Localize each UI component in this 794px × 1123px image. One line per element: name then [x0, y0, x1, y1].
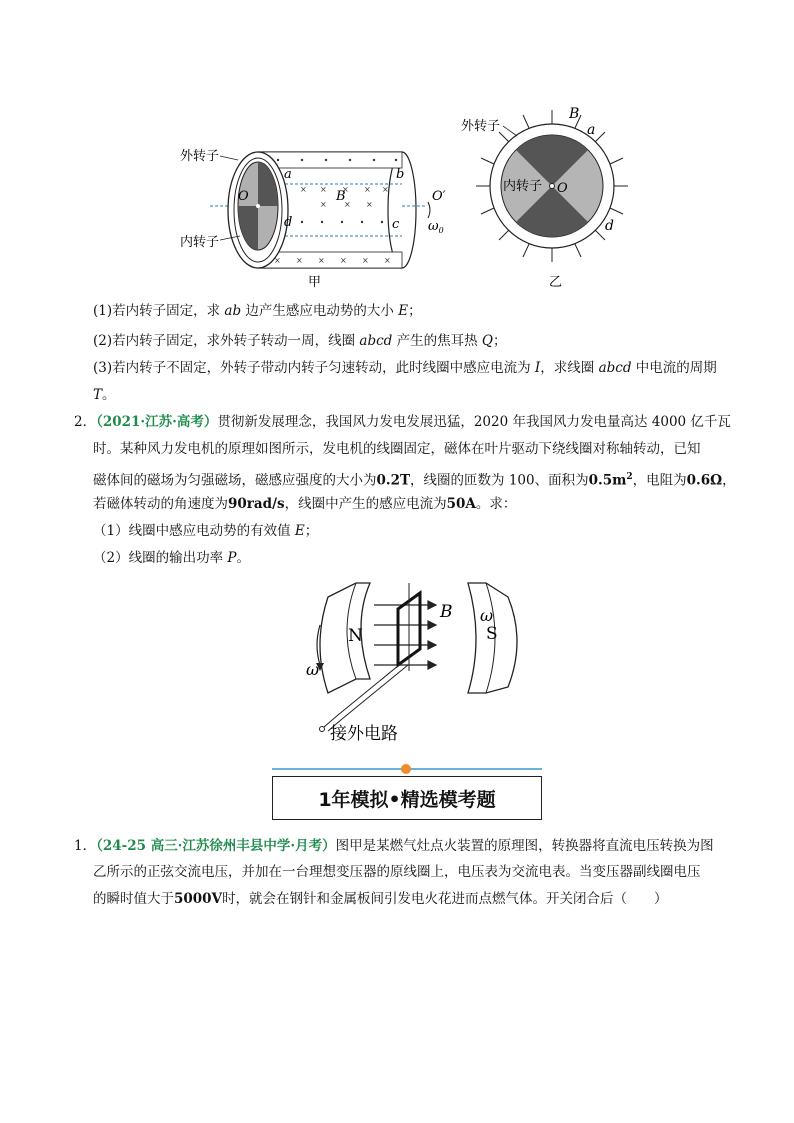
svg-text:×: × [382, 185, 389, 194]
svg-text:×: × [344, 200, 351, 209]
q2-sub-1: （1）线圈中感应电动势的有效值 E； [93, 523, 319, 539]
q2-number: 2． [74, 414, 97, 430]
label-B: B [440, 602, 453, 622]
label-omega-right: ω [480, 606, 494, 625]
label-d: d [605, 218, 614, 234]
svg-text:×: × [340, 256, 347, 265]
q3-line-3: 的瞬时值大于5000V时，就会在钢针和金属板间引发电火花进而点燃气体。开关闭合后（ ） [93, 891, 668, 907]
label-N: N [348, 626, 363, 646]
q3-number: 1． [74, 838, 97, 854]
svg-text:×: × [296, 256, 303, 265]
inner-rotor [238, 162, 278, 250]
label-inner-rotor: 内转子 [503, 179, 543, 194]
figure-generator [298, 575, 538, 745]
question-part-2: (2)若内转子固定，求外转子转动一周，线圈 abcd 产生的焦耳热 Q； [93, 333, 507, 349]
svg-text:×: × [342, 185, 349, 194]
label-circuit: 接外电路 [330, 724, 398, 744]
q3-line-2: 乙所示的正弦交流电压，并加在一台理想变压器的原线圈上，电压表为交流电表。当变压器副线圈电压 [93, 864, 701, 880]
svg-text:×: × [384, 256, 391, 265]
figure-yi [455, 102, 640, 292]
label-O: O [557, 181, 568, 196]
svg-text:×: × [366, 200, 373, 209]
q2-line-4: 若磁体转动的角速度为90rad/s，线圈中产生的感应电流为50A。求： [93, 496, 517, 512]
banner-dot [401, 764, 411, 774]
caption-jia: 甲 [308, 275, 322, 290]
svg-text:×: × [300, 185, 307, 194]
svg-text:×: × [318, 256, 325, 265]
q2-line-3: 磁体间的磁场为匀强磁场，磁感应强度的大小为0.2T，线圈的匝数为 100、面积为$0.5m^2$，电阻为0.6Ω， [93, 472, 736, 489]
label-d: d [284, 215, 293, 230]
q2-line-1: 2．（2021·江苏·高考）贯彻新发展理念，我国风力发电发展迅猛，2020 年我国风力发电量高达 4000 亿千瓦 [74, 414, 731, 430]
q2-line-2: 时。某种风力发电机的原理如图所示，发电机的线圈固定，磁体在叶片驱动下绕线圈对称轴转动，已知 [93, 441, 701, 457]
label-a: a [587, 122, 596, 138]
q3-source: （24-25 高三·江苏徐州丰县中学·月考） [96, 838, 336, 854]
label-c: c [392, 217, 400, 232]
label-omega-left: ω [306, 660, 320, 679]
label-B: B [569, 106, 580, 122]
label-a: a [284, 167, 292, 182]
section-banner [272, 768, 542, 820]
svg-text:×: × [364, 185, 371, 194]
svg-text:×: × [274, 256, 281, 265]
label-omega0: $\omega_0$ [428, 219, 444, 235]
label-O-prime: O′ [432, 189, 446, 204]
rotation-arrow [428, 202, 430, 218]
banner-title: 1年模拟•精选模考题 [318, 789, 496, 811]
question-part-1: (1)若内转子固定，求 ab 边产生感应电动势的大小 E； [93, 303, 422, 319]
q2-sub-2: （2）线圈的输出功率 P。 [93, 550, 250, 566]
label-outer-rotor: 外转子 [461, 119, 501, 134]
q3-line-1: 1．（24-25 高三·江苏徐州丰县中学·月考）图甲是某燃气灶点火装置的原理图，转换器将直流电压转换为图 [74, 838, 714, 854]
caption-yi: 乙 [549, 275, 563, 290]
upper-shell [258, 152, 402, 168]
label-O: O [238, 189, 249, 204]
svg-text:×: × [320, 200, 327, 209]
q2-source: （2021·江苏·高考） [96, 414, 218, 430]
label-B: B [336, 189, 346, 204]
question-part-3: (3)若内转子不固定，外转子带动内转子匀速转动，此时线圈中感应电流为 I，求线圈 abcd 中电流的周期 [93, 360, 717, 376]
label-b: b [396, 167, 405, 182]
label-inner-rotor: 内转子 [180, 235, 220, 250]
svg-text:×: × [362, 256, 369, 265]
figure-jia [170, 140, 460, 290]
label-outer-rotor: 外转子 [180, 149, 220, 164]
label-S: S [486, 624, 498, 644]
svg-text:×: × [320, 185, 327, 194]
question-part-3-tail: T。 [93, 387, 116, 403]
